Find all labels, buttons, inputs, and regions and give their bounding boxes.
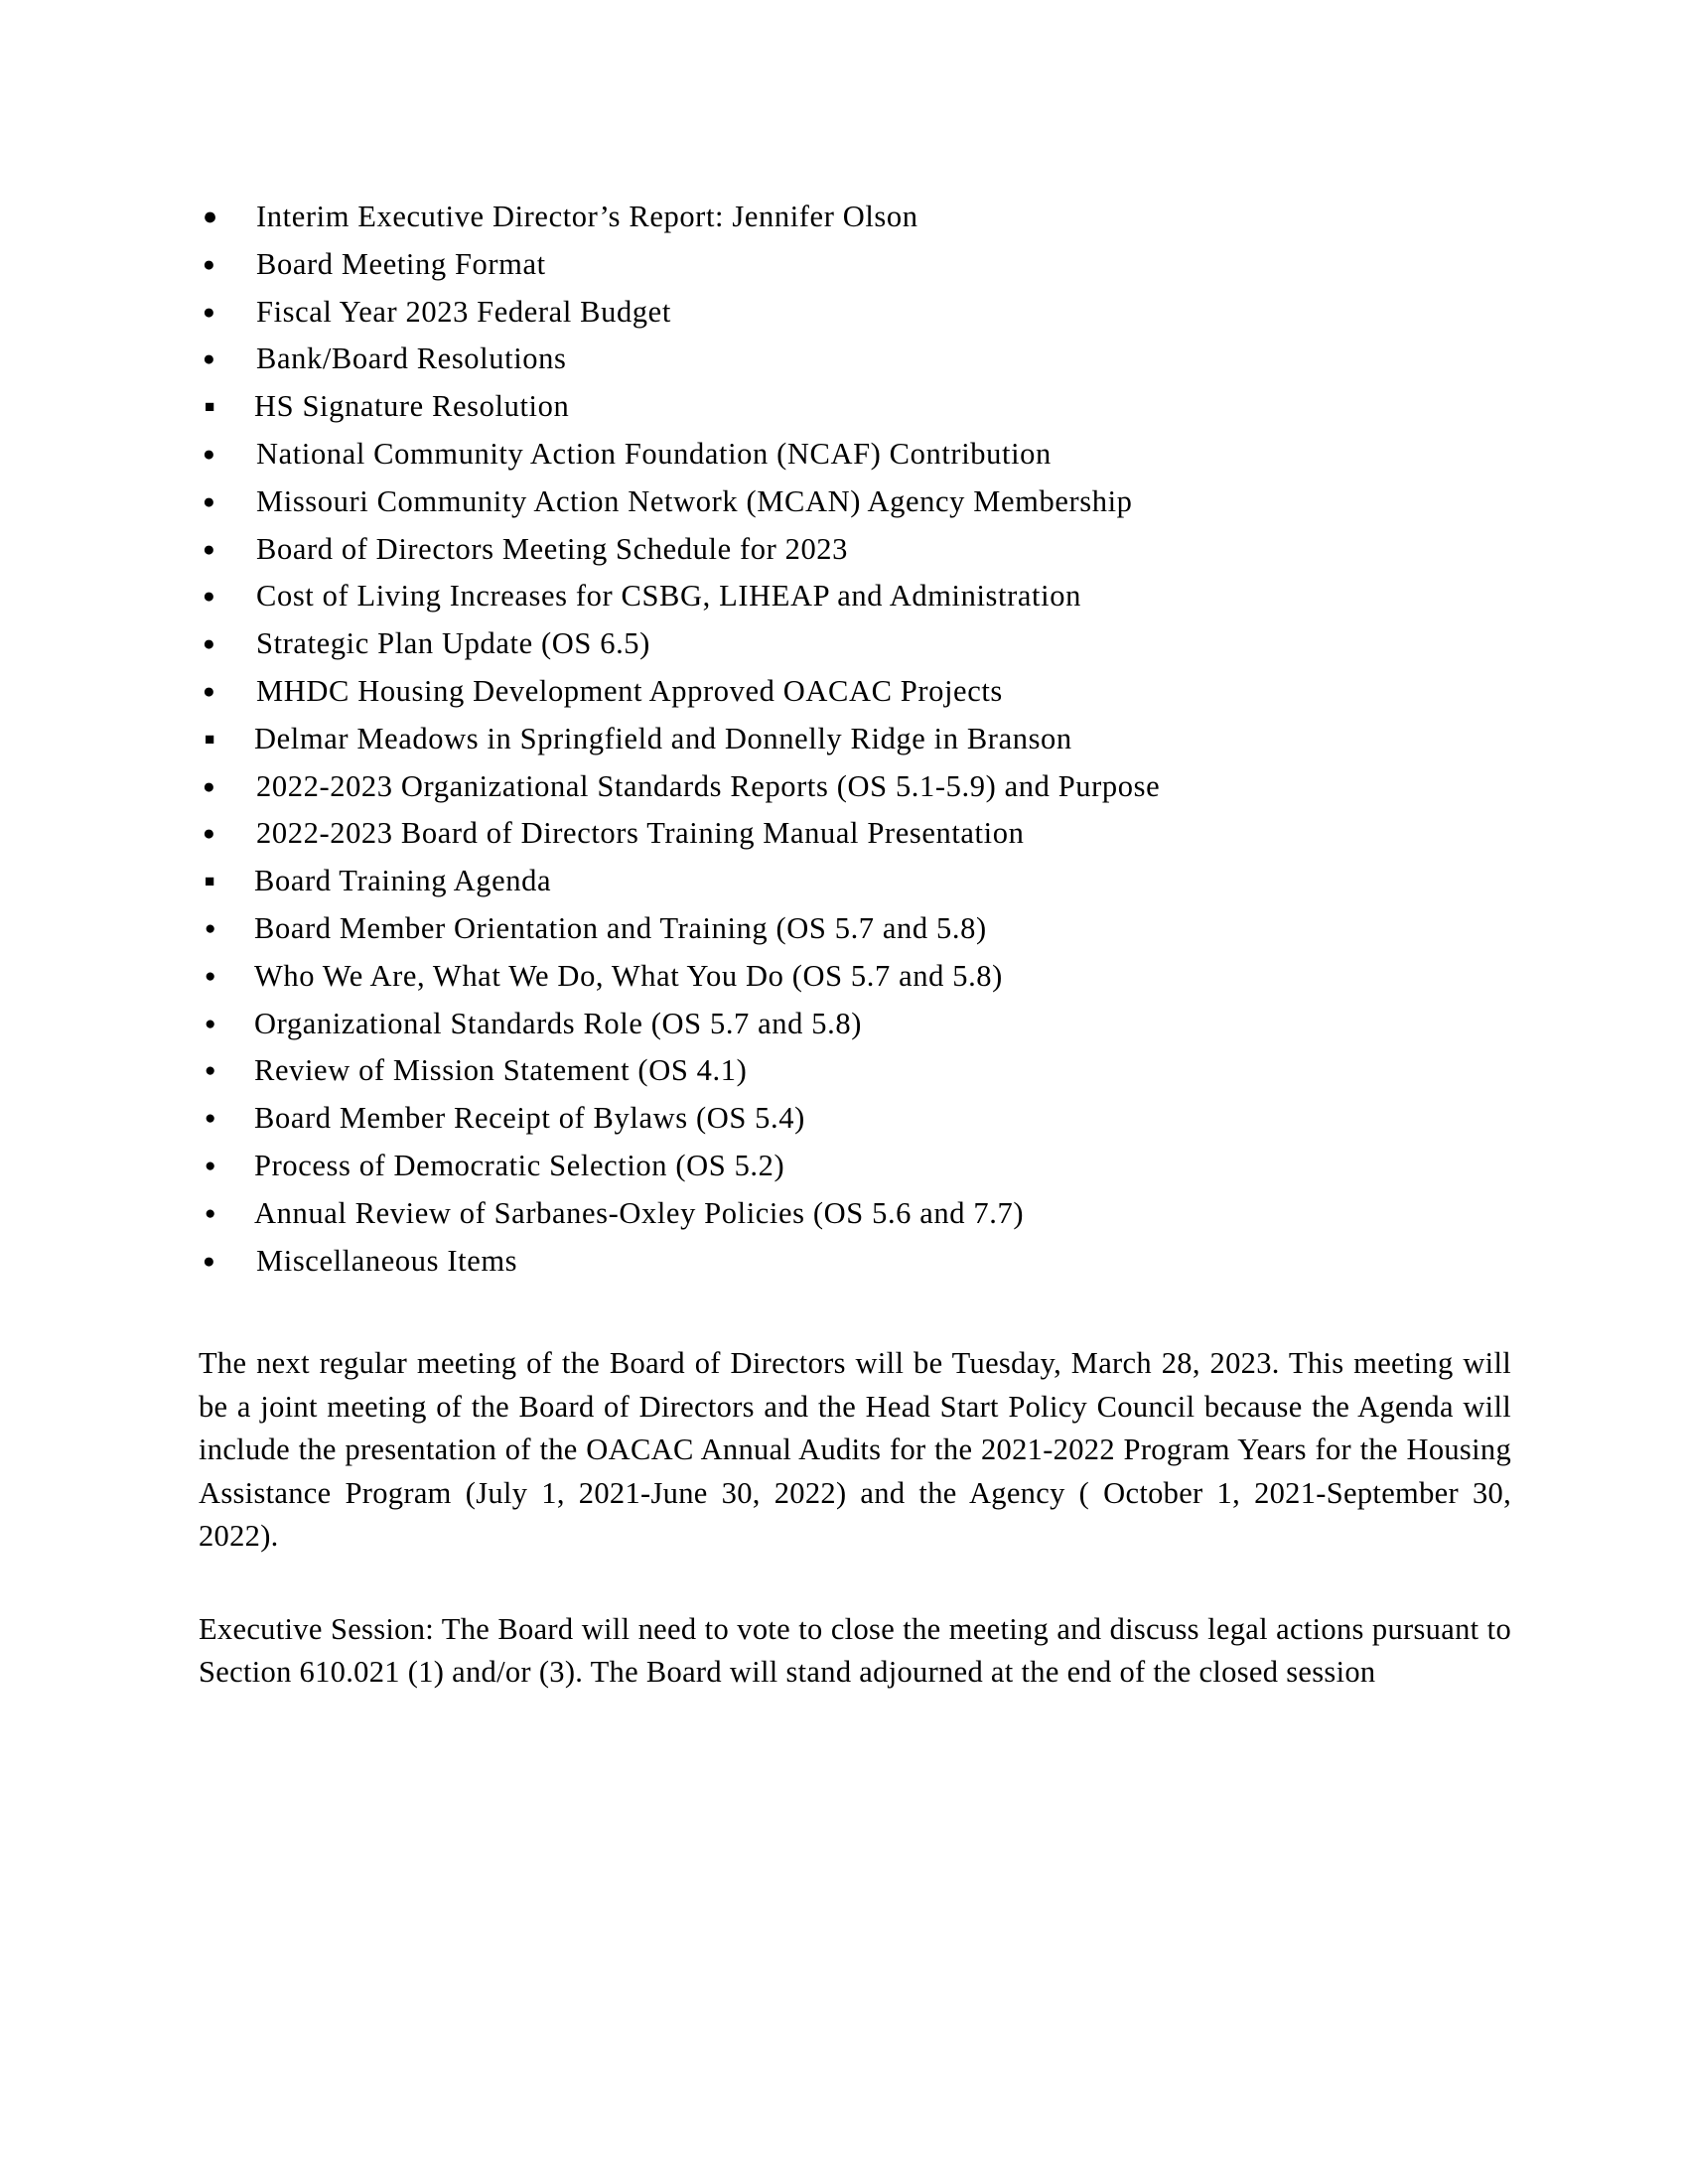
list-item-label: Board Member Receipt of Bylaws (OS 5.4) bbox=[254, 1101, 805, 1136]
disc-bullet-icon: ● bbox=[203, 678, 216, 703]
disc-bullet-icon: ● bbox=[205, 917, 217, 939]
list-item-label: Board Training Agenda bbox=[254, 864, 552, 898]
list-item-label: Fiscal Year 2023 Federal Budget bbox=[256, 294, 671, 329]
list-item bbox=[199, 289, 1511, 337]
list-item-label: Annual Review of Sarbanes-Oxley Policies (OS 5.6 and 7.7) bbox=[254, 1195, 1025, 1230]
list-item-label: Bank/Board Resolutions bbox=[256, 341, 567, 376]
disc-bullet-icon: ● bbox=[203, 536, 216, 561]
disc-bullet-icon: ● bbox=[205, 1108, 217, 1130]
square-bullet-icon: ■ bbox=[205, 397, 215, 417]
list-item-label: 2022-2023 Organizational Standards Reports (OS 5.1-5.9) and Purpose bbox=[256, 768, 1161, 803]
list-item-label: Delmar Meadows in Springfield and Donnelly Ridge in Branson bbox=[254, 721, 1072, 755]
list-item bbox=[199, 478, 1511, 526]
disc-bullet-icon: ● bbox=[203, 346, 216, 371]
disc-bullet-icon: ● bbox=[205, 1060, 217, 1082]
list-item bbox=[199, 763, 1511, 811]
list-item-label: MHDC Housing Development Approved OACAC Projects bbox=[256, 673, 1003, 708]
list-item-label: Missouri Community Action Network (MCAN) Agency Membership bbox=[256, 483, 1133, 518]
executive-session-paragraph: Executive Session: The Board will need to vote to close the meeting and discuss legal actions pursuant to Section 610.021 (1) and/or (3). The Board will stand adjourned at the end of the closed session bbox=[199, 1611, 1511, 1690]
list-item-label: Board Member Orientation and Training (OS 5.7 and 5.8) bbox=[254, 910, 987, 945]
disc-bullet-icon: ● bbox=[205, 1013, 217, 1034]
list-item bbox=[199, 1047, 1511, 1095]
list-item bbox=[199, 1238, 1511, 1286]
disc-bullet-icon: ● bbox=[203, 773, 216, 798]
agenda-list-level-3 bbox=[199, 383, 1511, 431]
agenda-heading-item bbox=[199, 194, 1511, 241]
agenda-heading-text: Interim Executive Director’s Report: Jennifer Olson bbox=[256, 200, 918, 233]
list-item bbox=[199, 1095, 1511, 1143]
list-item bbox=[199, 858, 1511, 905]
list-item-label: Board of Directors Meeting Schedule for 2023 bbox=[256, 531, 849, 566]
list-item-label: Cost of Living Increases for CSBG, LIHEAP and Administration bbox=[256, 579, 1081, 614]
disc-bullet-icon: ● bbox=[203, 631, 216, 656]
agenda-list-level-3 bbox=[199, 716, 1511, 763]
agenda-list-level-2 bbox=[199, 241, 1511, 1286]
spacer bbox=[199, 1295, 1511, 1342]
list-item bbox=[199, 1001, 1511, 1048]
disc-bullet-icon: ● bbox=[203, 441, 216, 466]
disc-bullet-icon: ● bbox=[203, 204, 218, 230]
agenda-list-level-1 bbox=[199, 194, 1511, 241]
square-bullet-icon: ■ bbox=[205, 872, 215, 891]
spacer bbox=[199, 1285, 1511, 1295]
list-item bbox=[199, 1143, 1511, 1190]
agenda-list-level-3 bbox=[199, 858, 1511, 1237]
next-meeting-paragraph: The next regular meeting of the Board of Directors will be Tuesday, March 28, 2023. This meeting will be a joint meeting of the Board of Directors and the Head Start Policy Council because the Agenda will include the presentation of the OACAC Annual Audits for the 2021-2022 Program Years for the Housing Assistance Program (July 1, 2021-June 30, 2022) and the Agency ( October 1, 2021-September 30, 2022). bbox=[199, 1346, 1511, 1554]
list-item bbox=[199, 716, 1511, 763]
list-item-label: Miscellaneous Items bbox=[256, 1243, 518, 1278]
list-item bbox=[199, 573, 1511, 620]
list-item bbox=[199, 620, 1511, 668]
disc-bullet-icon: ● bbox=[203, 251, 216, 276]
list-item-label: HS Signature Resolution bbox=[254, 389, 570, 424]
list-item-label: Process of Democratic Selection (OS 5.2) bbox=[254, 1148, 785, 1182]
list-item bbox=[199, 383, 1511, 431]
disc-bullet-icon: ● bbox=[203, 821, 216, 846]
list-item-label: Strategic Plan Update (OS 6.5) bbox=[256, 626, 650, 661]
list-item-label: Review of Mission Statement (OS 4.1) bbox=[254, 1053, 748, 1088]
list-item bbox=[199, 905, 1511, 953]
list-item-label: Board Meeting Format bbox=[256, 246, 546, 281]
list-item bbox=[199, 526, 1511, 574]
list-item-label: Organizational Standards Role (OS 5.7 and 5.8) bbox=[254, 1006, 862, 1040]
agenda-list-level-4 bbox=[199, 905, 1511, 1238]
list-item bbox=[199, 241, 1511, 289]
list-item-label: Who We Are, What We Do, What You Do (OS 5.7 and 5.8) bbox=[254, 958, 1003, 993]
list-item-label: National Community Action Foundation (NCAF) Contribution bbox=[256, 436, 1052, 471]
list-item bbox=[199, 810, 1511, 858]
disc-bullet-icon: ● bbox=[203, 1248, 216, 1273]
list-item bbox=[199, 431, 1511, 478]
list-item bbox=[199, 336, 1511, 383]
disc-bullet-icon: ● bbox=[205, 965, 217, 987]
disc-bullet-icon: ● bbox=[205, 1155, 217, 1176]
spacer bbox=[199, 1559, 1511, 1608]
square-bullet-icon: ■ bbox=[205, 729, 215, 749]
disc-bullet-icon: ● bbox=[203, 488, 216, 513]
disc-bullet-icon: ● bbox=[205, 1202, 217, 1224]
list-item bbox=[199, 953, 1511, 1001]
disc-bullet-icon: ● bbox=[203, 584, 216, 609]
list-item bbox=[199, 668, 1511, 716]
list-item bbox=[199, 1190, 1511, 1238]
list-item-label: 2022-2023 Board of Directors Training Manual Presentation bbox=[256, 816, 1025, 851]
disc-bullet-icon: ● bbox=[203, 299, 216, 324]
